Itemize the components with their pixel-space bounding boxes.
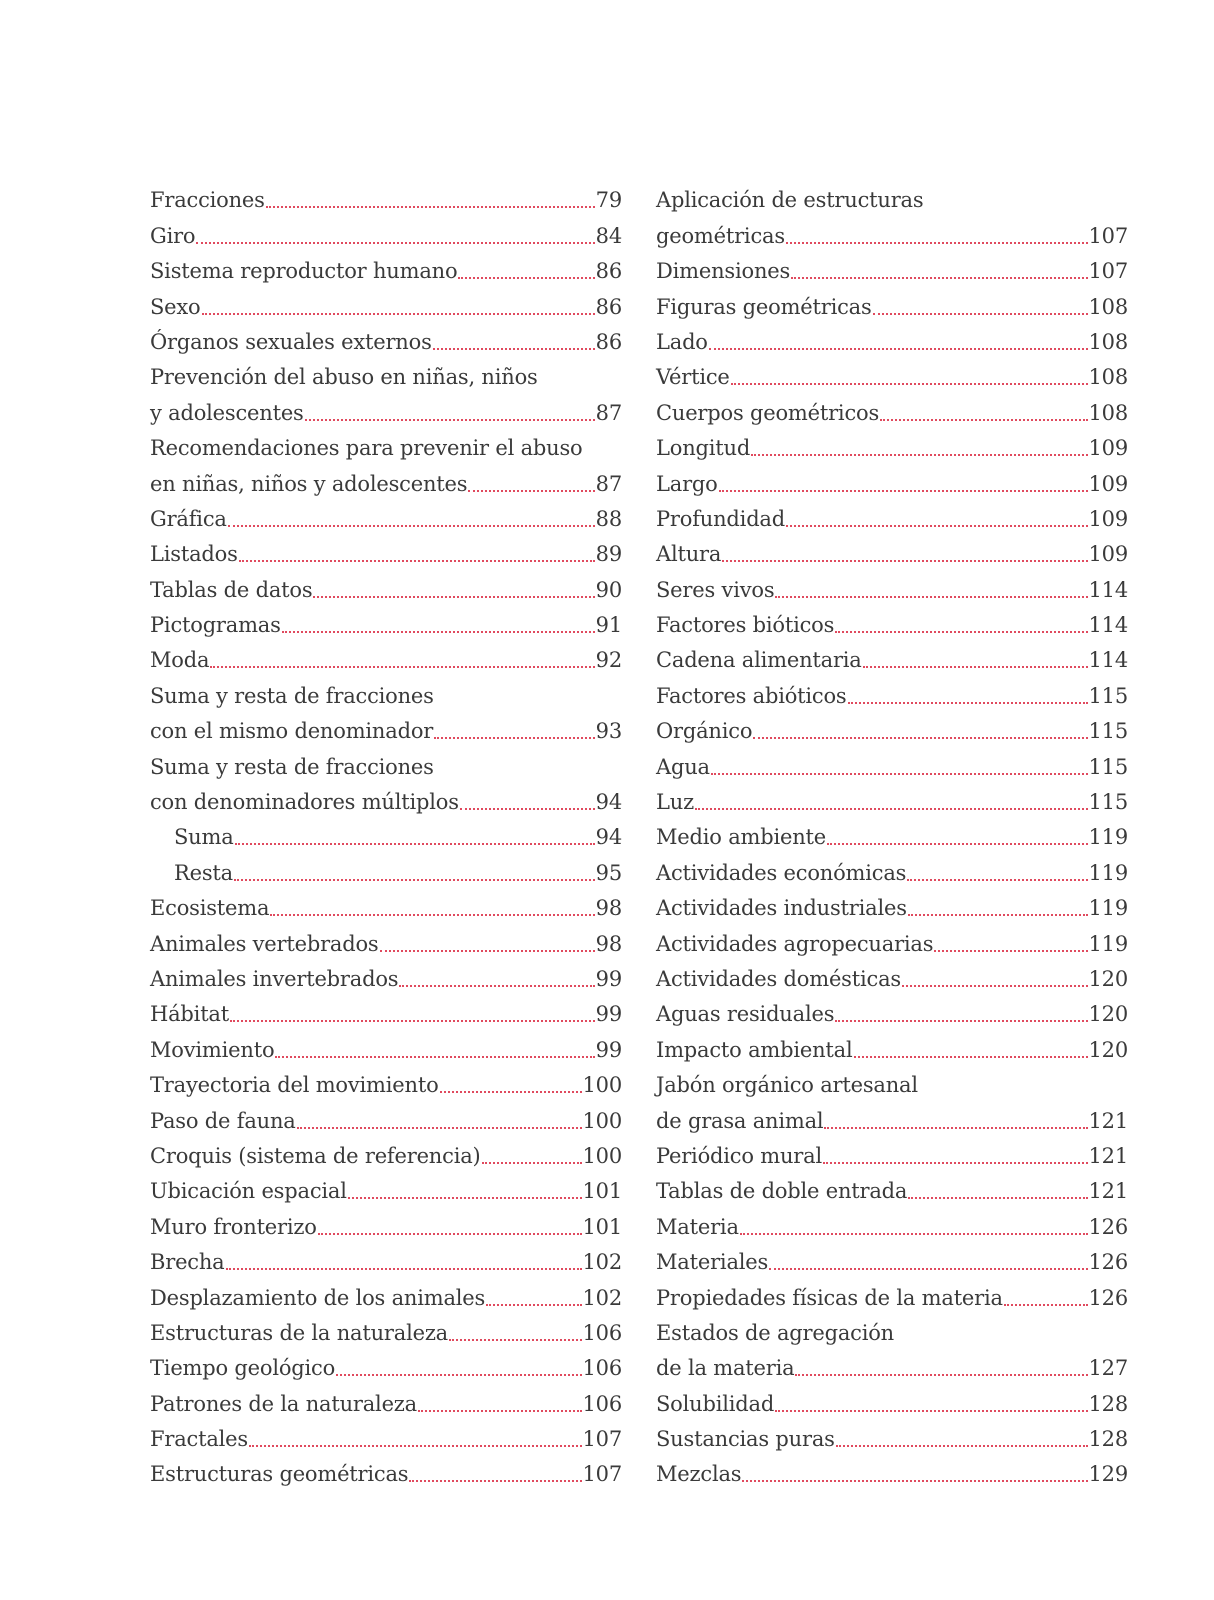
dot-leader: [202, 312, 595, 315]
index-entry: [150, 532, 622, 567]
index-term: Dimensiones: [656, 259, 791, 284]
index-term: Altura: [656, 542, 722, 567]
index-entry-continued: [656, 178, 1128, 213]
index-entry: [656, 1027, 1128, 1062]
index-entry: [656, 1169, 1128, 1204]
index-term: Fractales: [150, 1427, 248, 1452]
index-entry: [150, 320, 622, 355]
page-number: 114: [1088, 577, 1128, 602]
index-term: Seres vivos: [656, 577, 775, 602]
index-entry: [150, 992, 622, 1027]
dot-leader: [239, 559, 595, 562]
index-term: Tiempo geológico: [150, 1356, 336, 1381]
index-term: Vértice: [656, 365, 730, 390]
index-entry: [656, 886, 1128, 921]
page-number: 87: [595, 471, 622, 496]
index-entry: [656, 532, 1128, 567]
index-term: Aguas residuales: [656, 1002, 835, 1027]
dot-leader: [235, 842, 595, 845]
index-term: Estados de agregación: [656, 1320, 894, 1345]
index-entry: [150, 1134, 622, 1169]
index-entry: [150, 461, 622, 496]
index-term: Pictogramas: [150, 613, 281, 638]
page-number: 120: [1088, 1037, 1128, 1062]
index-term: Tablas de datos: [150, 577, 313, 602]
index-entry: [656, 390, 1128, 425]
index-entry-continued: [150, 744, 622, 779]
dot-leader: [835, 1019, 1087, 1022]
index-term: Estructuras de la naturaleza: [150, 1320, 448, 1345]
page-number: 120: [1088, 966, 1128, 991]
index-entry: [656, 1098, 1128, 1133]
dot-leader: [902, 984, 1088, 987]
index-term: Solubilidad: [656, 1391, 775, 1416]
index-term: Órganos sexuales externos: [150, 329, 432, 354]
index-term: Propiedades físicas de la materia: [656, 1285, 1003, 1310]
index-term: Desplazamiento de los animales: [150, 1285, 486, 1310]
page-number: 109: [1088, 506, 1128, 531]
index-term: Cadena alimentaria: [656, 648, 862, 673]
dot-leader: [731, 382, 1088, 385]
dot-leader: [348, 1196, 582, 1199]
index-term: Ubicación espacial: [150, 1179, 347, 1204]
page-number: 100: [582, 1108, 622, 1133]
dot-leader: [791, 276, 1087, 279]
index-entry: [656, 320, 1128, 355]
page-number: 106: [582, 1391, 622, 1416]
page-number: 119: [1088, 825, 1128, 850]
index-term: Lado: [656, 329, 708, 354]
page-number: 107: [1088, 259, 1128, 284]
index-term: Jabón orgánico artesanal: [656, 1073, 918, 1098]
page-number: 120: [1088, 1002, 1128, 1027]
index-term: Paso de fauna: [150, 1108, 296, 1133]
page-number: 86: [595, 329, 622, 354]
page-number: 102: [582, 1250, 622, 1275]
index-term: Figuras geométricas: [656, 294, 872, 319]
index-entry: [656, 780, 1128, 815]
index-entry: [150, 284, 622, 319]
index-entry: [150, 921, 622, 956]
index-column-left: [150, 178, 622, 1487]
page-number: 108: [1088, 400, 1128, 425]
index-term: Longitud: [656, 436, 751, 461]
index-term: Medio ambiente: [656, 825, 827, 850]
index-entry: [656, 213, 1128, 248]
index-entry: [656, 1346, 1128, 1381]
index-term: Fracciones: [150, 188, 265, 213]
dot-leader: [460, 807, 595, 810]
page-number: 115: [1088, 790, 1128, 815]
dot-leader: [449, 1338, 582, 1341]
index-term: Materiales: [656, 1250, 769, 1275]
index-entry-continued: [150, 426, 622, 461]
index-term: Muro fronterizo: [150, 1214, 317, 1239]
dot-leader: [249, 1444, 582, 1447]
index-term: de grasa animal: [656, 1108, 824, 1133]
page-number: 90: [595, 577, 622, 602]
dot-leader: [775, 595, 1087, 598]
index-term: Suma: [174, 825, 234, 850]
index-term: Aplicación de estructuras: [656, 188, 924, 213]
page-number: 86: [595, 259, 622, 284]
dot-leader: [318, 1232, 582, 1235]
index-entry: [656, 567, 1128, 602]
page-number: 107: [582, 1462, 622, 1487]
dot-leader: [234, 878, 595, 881]
page-number: 79: [595, 188, 622, 213]
page-number: 99: [595, 1037, 622, 1062]
page-number: 101: [582, 1179, 622, 1204]
index-entry-continued: [150, 355, 622, 390]
index-entry: [656, 638, 1128, 673]
index-term: Trayectoria del movimiento: [150, 1073, 439, 1098]
index-entry: [150, 815, 622, 850]
index-term: Largo: [656, 471, 718, 496]
dot-leader: [775, 1409, 1087, 1412]
dot-leader: [709, 347, 1088, 350]
index-term: Mezclas: [656, 1462, 742, 1487]
dot-leader: [380, 949, 595, 952]
dot-leader: [282, 630, 595, 633]
dot-leader: [409, 1479, 581, 1482]
page-number: 94: [595, 790, 622, 815]
index-entry-continued: [656, 1063, 1128, 1098]
index-term: Periódico mural: [656, 1143, 822, 1168]
index-term: Factores abióticos: [656, 683, 847, 708]
index-entry: [656, 957, 1128, 992]
dot-leader: [275, 1055, 594, 1058]
index-entry: [150, 249, 622, 284]
index-entry: [656, 603, 1128, 638]
index-term: Hábitat: [150, 1002, 229, 1027]
index-term: Materia: [656, 1214, 739, 1239]
index-term: Actividades agropecuarias: [656, 931, 934, 956]
index-term: Sexo: [150, 294, 201, 319]
index-entry: [150, 567, 622, 602]
dot-leader: [418, 1409, 582, 1412]
dot-leader: [486, 1303, 581, 1306]
dot-leader: [336, 1373, 581, 1376]
index-entry: [150, 497, 622, 532]
index-entry: [150, 1275, 622, 1310]
dot-leader: [786, 524, 1088, 527]
index-entry: [150, 1063, 622, 1098]
page-number: 126: [1088, 1250, 1128, 1275]
page-number: 86: [595, 294, 622, 319]
index-term: Moda: [150, 648, 210, 673]
dot-leader: [434, 736, 595, 739]
index-entry: [656, 673, 1128, 708]
index-entry: [656, 921, 1128, 956]
dot-leader: [711, 772, 1088, 775]
dot-leader: [695, 807, 1088, 810]
dot-leader: [880, 418, 1087, 421]
index-entry: [150, 1452, 622, 1487]
index-term: de la materia: [656, 1356, 795, 1381]
dot-leader: [266, 205, 595, 208]
index-term: Ecosistema: [150, 896, 270, 921]
dot-leader: [908, 1196, 1087, 1199]
index-term: Actividades industriales: [656, 896, 907, 921]
dot-leader: [270, 913, 594, 916]
dot-leader: [210, 665, 594, 668]
index-entry: [150, 213, 622, 248]
index-term: y adolescentes: [150, 400, 304, 425]
index-entry: [150, 850, 622, 885]
page-number: 107: [1088, 223, 1128, 248]
page-number: 121: [1088, 1108, 1128, 1133]
dot-leader: [230, 1019, 595, 1022]
page-number: 121: [1088, 1179, 1128, 1204]
page-number: 108: [1088, 329, 1128, 354]
index-entry: [656, 1452, 1128, 1487]
page-number: 106: [582, 1356, 622, 1381]
index-term: Profundidad: [656, 506, 785, 531]
index-term: Resta: [174, 860, 233, 885]
dot-leader: [1004, 1303, 1088, 1306]
page-number: 126: [1088, 1285, 1128, 1310]
page-number: 98: [595, 896, 622, 921]
dot-leader: [873, 312, 1088, 315]
index-entry: [656, 249, 1128, 284]
page-number: 107: [582, 1427, 622, 1452]
index-term: Animales vertebrados: [150, 931, 379, 956]
dot-leader: [719, 489, 1088, 492]
page-number: 126: [1088, 1214, 1128, 1239]
dot-leader: [228, 524, 595, 527]
page-number: 119: [1088, 896, 1128, 921]
index-entry: [150, 1417, 622, 1452]
page-number: 108: [1088, 365, 1128, 390]
index-term: Listados: [150, 542, 238, 567]
index-entry: [656, 1240, 1128, 1275]
dot-leader: [740, 1232, 1088, 1235]
dot-leader: [722, 559, 1087, 562]
dot-leader: [305, 418, 595, 421]
index-entry: [656, 1134, 1128, 1169]
dot-leader: [823, 1161, 1088, 1164]
page-number: 121: [1088, 1143, 1128, 1168]
index-term: Estructuras geométricas: [150, 1462, 409, 1487]
page-number: 109: [1088, 542, 1128, 567]
dot-leader: [468, 489, 594, 492]
page-number: 93: [595, 719, 622, 744]
index-entry-continued: [656, 1311, 1128, 1346]
dot-leader: [297, 1126, 582, 1129]
index-entry: [150, 1169, 622, 1204]
index-entry: [150, 1240, 622, 1275]
index-entry: [656, 355, 1128, 390]
page-number: 89: [595, 542, 622, 567]
index-entry: [656, 709, 1128, 744]
page-number: 99: [595, 1002, 622, 1027]
index-entry: [150, 780, 622, 815]
index-entry: [150, 603, 622, 638]
dot-leader: [433, 347, 595, 350]
dot-leader: [934, 949, 1087, 952]
page-number: 91: [595, 613, 622, 638]
index-term: Giro: [150, 223, 196, 248]
index-term: Actividades económicas: [656, 860, 907, 885]
index-entry: [150, 1311, 622, 1346]
page-number: 129: [1088, 1462, 1128, 1487]
page-number: 119: [1088, 931, 1128, 956]
index-entry: [150, 886, 622, 921]
page-number: 102: [582, 1285, 622, 1310]
dot-leader: [795, 1373, 1087, 1376]
dot-leader: [482, 1161, 582, 1164]
page-number: 109: [1088, 471, 1128, 496]
index-term: Brecha: [150, 1250, 225, 1275]
dot-leader: [827, 842, 1087, 845]
page-number: 115: [1088, 683, 1128, 708]
index-term: con denominadores múltiplos: [150, 790, 459, 815]
dot-leader: [769, 1267, 1087, 1270]
dot-leader: [458, 276, 594, 279]
index-entry: [656, 426, 1128, 461]
index-term: Movimiento: [150, 1037, 275, 1062]
index-term: Croquis (sistema de referencia): [150, 1143, 481, 1168]
dot-leader: [313, 595, 594, 598]
dot-leader: [854, 1055, 1088, 1058]
index-entry: [656, 992, 1128, 1027]
page-number: 114: [1088, 613, 1128, 638]
index-entry: [656, 1417, 1128, 1452]
page-number: 108: [1088, 294, 1128, 319]
index-entry: [150, 1098, 622, 1133]
page-number: 119: [1088, 860, 1128, 885]
page-number: 88: [595, 506, 622, 531]
index-entry: [150, 638, 622, 673]
dot-leader: [753, 736, 1087, 739]
index-term: Prevención del abuso en niñas, niños: [150, 365, 538, 390]
dot-leader: [751, 453, 1087, 456]
index-entry: [656, 284, 1128, 319]
index-term: Actividades domésticas: [656, 966, 901, 991]
index-term: Suma y resta de fracciones: [150, 754, 434, 779]
index-term: Cuerpos geométricos: [656, 400, 880, 425]
dot-leader: [824, 1126, 1087, 1129]
dot-leader: [835, 630, 1087, 633]
index-column-right: [656, 178, 1128, 1487]
page-number: 94: [595, 825, 622, 850]
dot-leader: [399, 984, 594, 987]
index-entry: [150, 1027, 622, 1062]
page-number: 127: [1088, 1356, 1128, 1381]
dot-leader: [196, 241, 594, 244]
index-term: Patrones de la naturaleza: [150, 1391, 417, 1416]
page-number: 99: [595, 966, 622, 991]
dot-leader: [863, 665, 1088, 668]
dot-leader: [908, 913, 1088, 916]
index-term: geométricas: [656, 223, 785, 248]
dot-leader: [226, 1267, 582, 1270]
dot-leader: [848, 701, 1088, 704]
page-number: 92: [595, 648, 622, 673]
page-number: 115: [1088, 719, 1128, 744]
dot-leader: [786, 241, 1088, 244]
index-term: Recomendaciones para prevenir el abuso: [150, 436, 583, 461]
dot-leader: [440, 1090, 582, 1093]
index-term: Luz: [656, 790, 694, 815]
index-entry: [656, 1275, 1128, 1310]
index-entry: [150, 1381, 622, 1416]
index-entry: [150, 178, 622, 213]
page-number: 101: [582, 1214, 622, 1239]
index-entry: [150, 390, 622, 425]
index-term: Tablas de doble entrada: [656, 1179, 908, 1204]
index-term: Agua: [656, 754, 710, 779]
index-term: Sistema reproductor humano: [150, 259, 458, 284]
page-number: 114: [1088, 648, 1128, 673]
index-term: Sustancias puras: [656, 1427, 835, 1452]
page-number: 87: [595, 400, 622, 425]
page-number: 128: [1088, 1427, 1128, 1452]
index-entry: [656, 1204, 1128, 1239]
dot-leader: [907, 878, 1087, 881]
index-entry: [656, 815, 1128, 850]
index-term: Animales invertebrados: [150, 966, 399, 991]
index-term: Suma y resta de fracciones: [150, 683, 434, 708]
index-entry-continued: [150, 673, 622, 708]
dot-leader: [742, 1479, 1087, 1482]
index-entry: [150, 957, 622, 992]
index-entry: [150, 1204, 622, 1239]
page-number: 115: [1088, 754, 1128, 779]
page-number: 95: [595, 860, 622, 885]
index-term: Impacto ambiental: [656, 1037, 853, 1062]
index-term: Gráfica: [150, 506, 227, 531]
index-entry: [656, 744, 1128, 779]
index-entry: [150, 709, 622, 744]
page-number: 100: [582, 1143, 622, 1168]
index-entry: [656, 850, 1128, 885]
index-entry: [150, 1346, 622, 1381]
page-number: 109: [1088, 436, 1128, 461]
page-number: 84: [595, 223, 622, 248]
index-term: Orgánico: [656, 719, 753, 744]
index-term: Factores bióticos: [656, 613, 835, 638]
dot-leader: [836, 1444, 1088, 1447]
index-entry: [656, 497, 1128, 532]
index-term: en niñas, niños y adolescentes: [150, 471, 468, 496]
index-term: con el mismo denominador: [150, 719, 434, 744]
index-entry: [656, 1381, 1128, 1416]
page-number: 106: [582, 1320, 622, 1345]
page-number: 100: [582, 1073, 622, 1098]
index-entry: [656, 461, 1128, 496]
page-number: 98: [595, 931, 622, 956]
page-number: 128: [1088, 1391, 1128, 1416]
